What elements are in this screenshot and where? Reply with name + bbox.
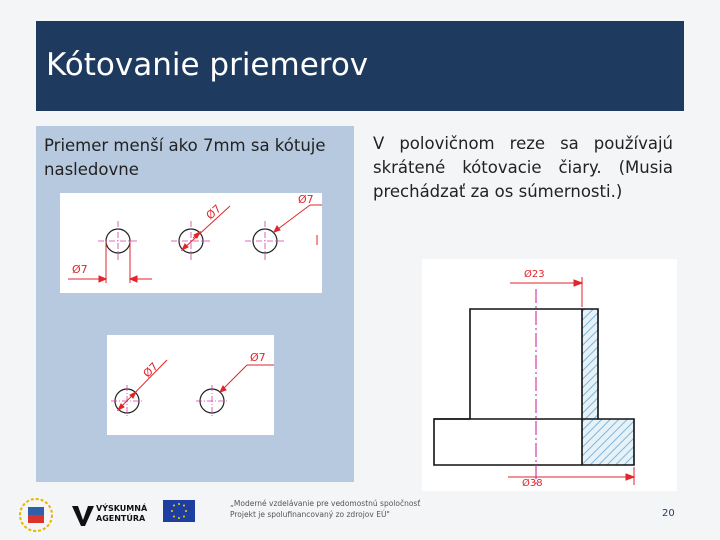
right-paragraph: V polovičnom reze sa používajú skrátené kótovacie čiary. (Musia prechádzať za os súmernosti.) (373, 134, 673, 201)
fig1-label-3: Ø7 (298, 193, 314, 206)
eu-flag-icon (163, 500, 195, 522)
fig2-label-2: Ø7 (250, 351, 266, 364)
research-agency-logo (72, 502, 152, 528)
fig3-label-2: Ø38 (522, 478, 543, 489)
footer-project-text (230, 498, 430, 520)
half-section-drawing (422, 259, 677, 491)
fig2-label-1: Ø7 (140, 359, 161, 381)
agency-line-1: VÝSKUMNÁ (96, 504, 148, 513)
small-diameter-drawing-1 (60, 193, 322, 293)
fig1-label-1: Ø7 (72, 263, 88, 276)
agency-line-2: AGENTÚRA (96, 514, 146, 523)
footer (0, 490, 720, 540)
page-number: 20 (662, 508, 675, 519)
left-paragraph: Priemer menší ako 7mm sa kótuje nasledovne (44, 136, 326, 179)
footer-text-line-1: „Moderné vzdelávanie pre vedomostnú spoločnosť (230, 499, 421, 508)
school-emblem-logo (12, 497, 60, 533)
title-bar (36, 21, 684, 111)
footer-text-line-2: Projekt je spolufinancovaný zo zdrojov EÚ" (230, 510, 390, 519)
fig1-label-2: Ø7 (203, 202, 224, 223)
slide-title: Kótovanie priemerov (46, 47, 369, 83)
fig3-label-1: Ø23 (524, 269, 545, 280)
small-diameter-drawing-2 (107, 335, 274, 435)
